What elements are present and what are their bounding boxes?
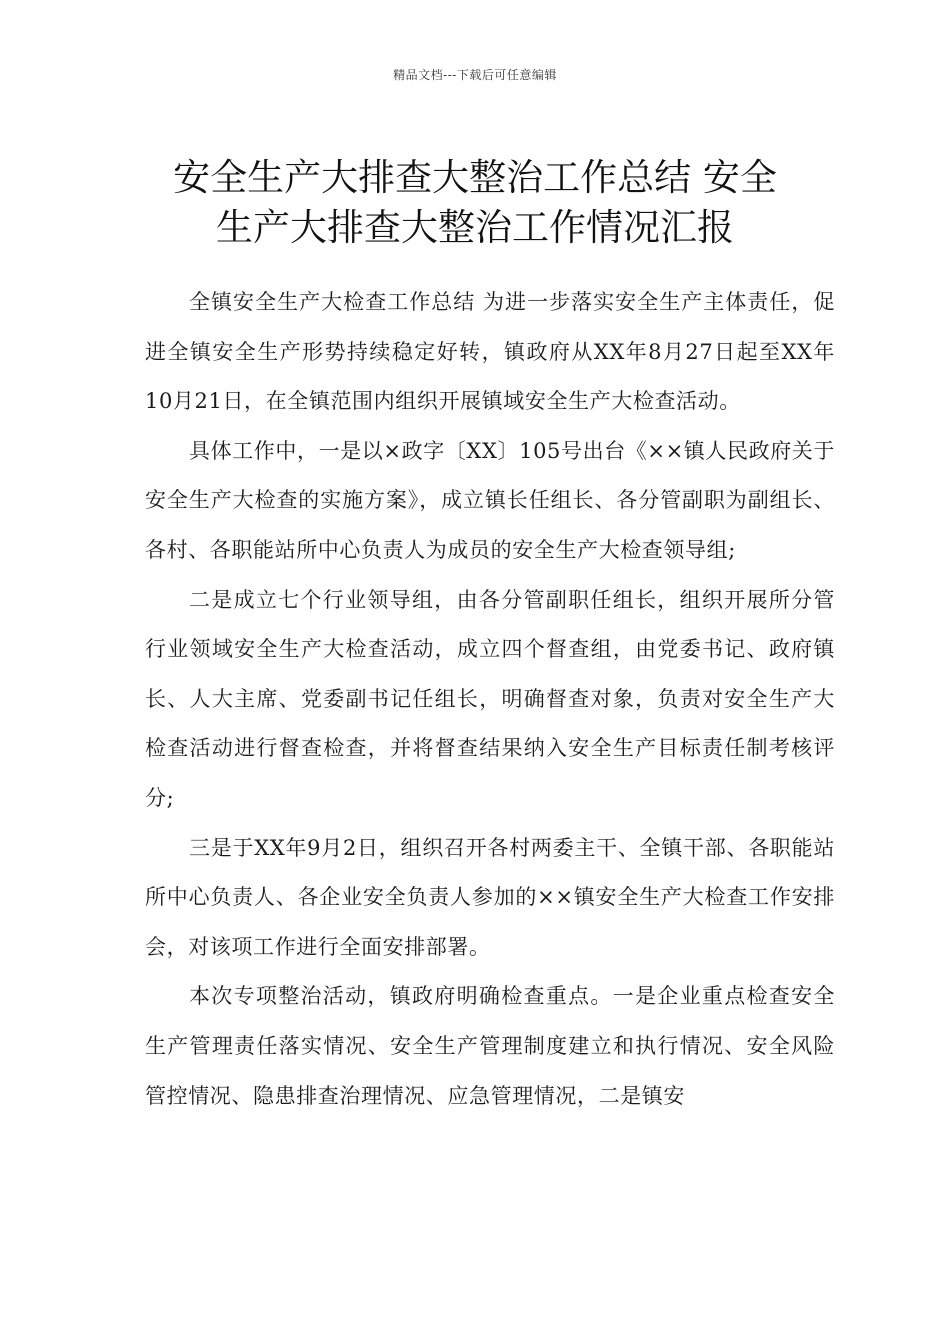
paragraph-4: 三是于XX年9月2日，组织召开各村两委主干、全镇干部、各职能站所中心负责人、各企业安全负责人参加的××镇安全生产大检查工作安排会，对该项工作进行全面安排部署。 xyxy=(145,835,835,959)
paragraph-2: 具体工作中，一是以×政字〔XX〕105号出台《××镇人民政府关于安全生产大检查的实施方案》，成立镇长任组长、各分管副职为副组长、各村、各职能站所中心负责人为成员的安全生产大检查领导组; xyxy=(145,438,835,562)
title-line-1: 安全生产大排查大整治工作总结 安全 xyxy=(173,155,777,199)
paragraph-5: 本次专项整治活动，镇政府明确检查重点。一是企业重点检查安全生产管理责任落实情况、安全生产管理制度建立和执行情况、安全风险管控情况、隐患排查治理情况、应急管理情况，二是镇安 xyxy=(145,984,835,1108)
header-note: 精品文档---下载后可任意编辑 xyxy=(393,68,557,82)
document-body xyxy=(145,278,835,1121)
paragraph-1: 全镇安全生产大检查工作总结 为进一步落实安全生产主体责任，促进全镇安全生产形势持续稳定好转，镇政府从XX年8月27日起至XX年10月21日，在全镇范围内组织开展镇域安全生产大检查活动。 xyxy=(145,290,835,414)
document-title xyxy=(150,153,800,253)
title-line-2: 生产大排查大整治工作情况汇报 xyxy=(216,205,734,249)
paragraph-3: 二是成立七个行业领导组，由各分管副职任组长，组织开展所分管行业领域安全生产大检查活动，成立四个督查组，由党委书记、政府镇长、人大主席、党委副书记任组长，明确督查对象，负责对安全生产大检查活动进行督查检查，并将督查结果纳入安全生产目标责任制考核评分; xyxy=(145,587,835,810)
